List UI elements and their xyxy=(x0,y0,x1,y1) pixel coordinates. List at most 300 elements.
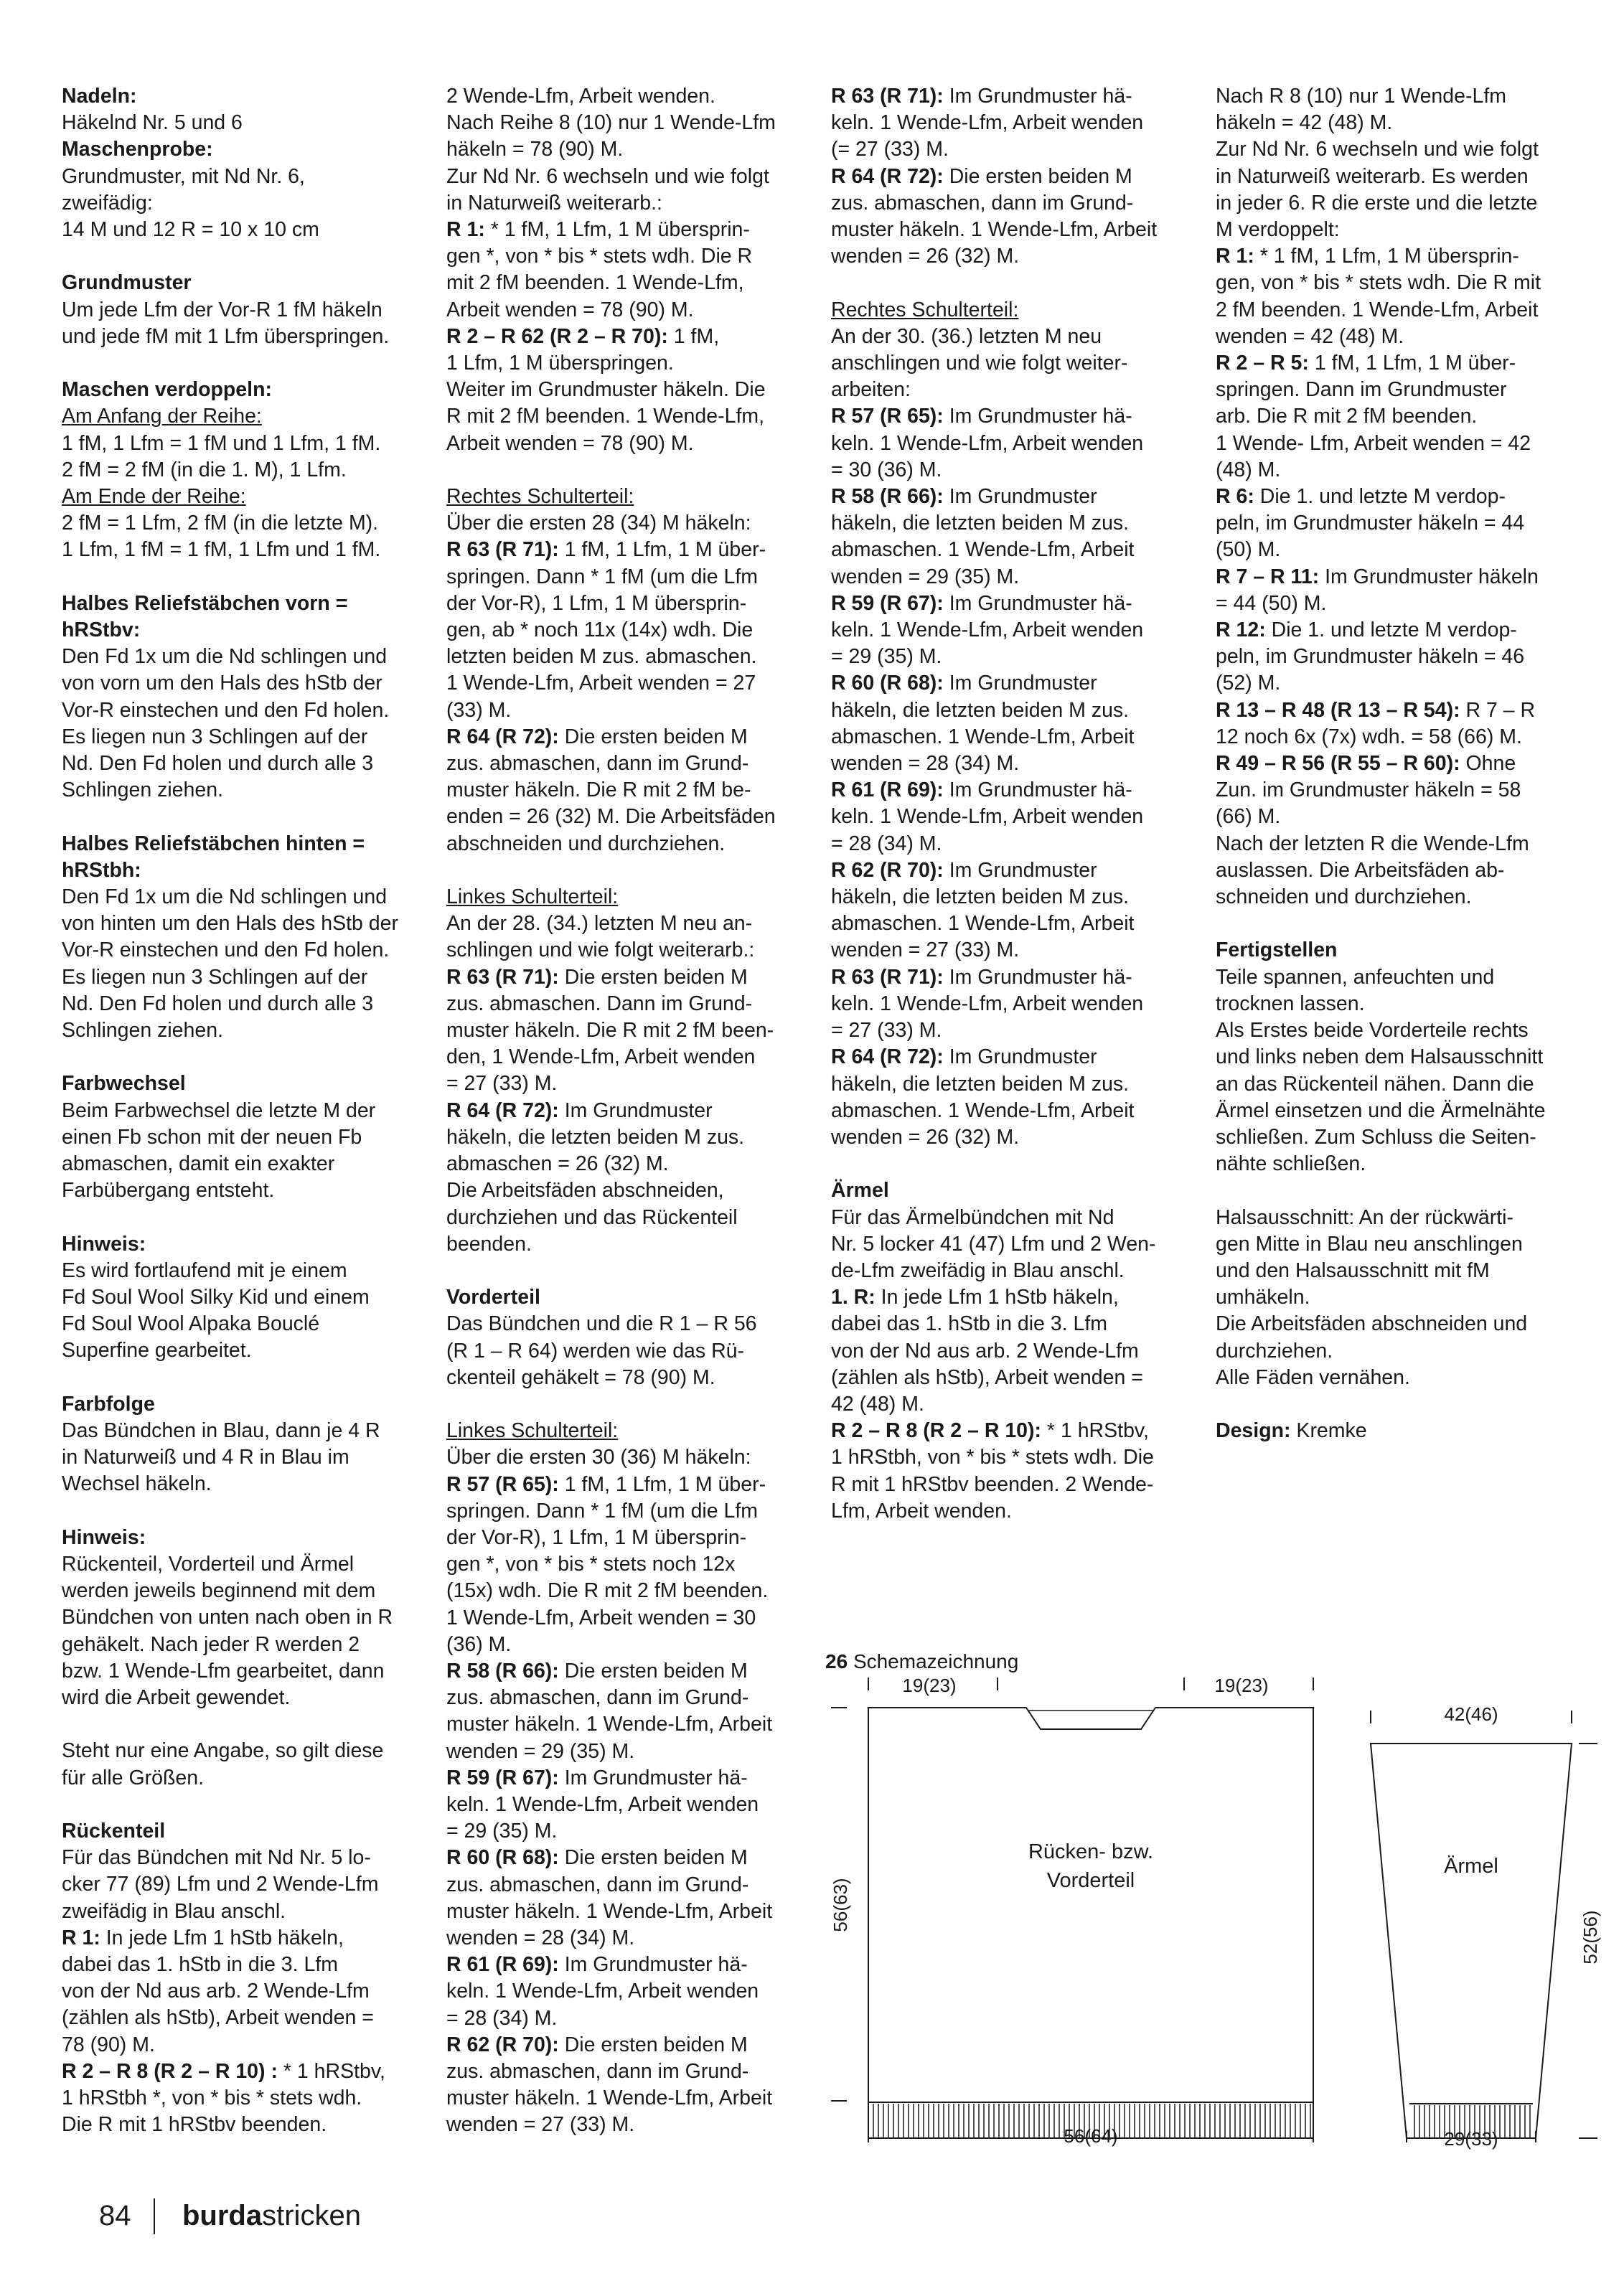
paragraph xyxy=(446,884,798,1258)
text-segment: von der Nd aus arb. 2 Wende-Lfm xyxy=(831,1339,1139,1363)
text-segment: Für das Ärmelbündchen mit Nd xyxy=(831,1205,1114,1229)
text-segment: * 1 hRStbv, xyxy=(277,2059,385,2083)
text-line xyxy=(446,1498,798,1525)
text-line xyxy=(831,1284,1183,1311)
paragraph xyxy=(62,1525,413,1711)
text-line xyxy=(831,751,1183,777)
paragraph xyxy=(62,83,413,243)
text-segment: Es liegen nun 3 Schlingen auf der xyxy=(62,965,368,989)
sleeve-bottom-width: 29(33) xyxy=(1444,2128,1498,2150)
text-line xyxy=(446,110,798,136)
text-segment: Beim Farbwechsel die letzte M der xyxy=(62,1098,376,1122)
text-line xyxy=(446,1739,798,1765)
text-line xyxy=(1216,1071,1567,1098)
text-segment: in jeder 6. R die erste und die letzte xyxy=(1216,191,1538,215)
text-segment: An der 28. (34.) letzten M neu an- xyxy=(446,912,753,936)
text-segment: Wechsel häkeln. xyxy=(62,1472,212,1496)
text-segment: 2 fM = 2 fM (in die 1. M), 1 Lfm. xyxy=(62,458,347,481)
text-line xyxy=(62,617,413,644)
bold-text: R 64 (R 72): xyxy=(831,1045,944,1069)
text-segment: Im Grundmuster hä- xyxy=(943,85,1132,108)
text-segment: dabei das 1. hStb in die 3. Lfm xyxy=(831,1312,1108,1336)
text-line xyxy=(62,270,413,296)
text-segment: zweifädig in Blau anschl. xyxy=(62,1899,286,1923)
text-segment: gen, von * bis * stets wdh. Die R mit xyxy=(1216,271,1541,295)
text-column-2 xyxy=(446,83,798,2165)
text-segment: keln. 1 Wende-Lfm, Arbeit wenden xyxy=(831,111,1144,135)
text-segment: 14 M und 12 R = 10 x 10 cm xyxy=(62,218,319,242)
bold-text: R 62 (R 70): xyxy=(831,858,944,882)
shoulder-left-width: 19(23) xyxy=(902,1675,957,1696)
text-segment: Kremke xyxy=(1290,1419,1367,1443)
text-segment: springen. Dann * 1 fM (um die Lfm xyxy=(446,565,759,588)
text-line xyxy=(831,564,1183,591)
text-line xyxy=(446,591,798,617)
text-segment: = 29 (35) M. xyxy=(446,1820,558,1843)
text-line xyxy=(446,1925,798,1952)
text-line xyxy=(1216,403,1567,430)
text-line xyxy=(62,83,413,110)
text-segment: Die R mit 1 hRStbv beenden. xyxy=(62,2113,327,2137)
diagram-caption: 26 Schemazeichnung xyxy=(825,1650,1019,1672)
text-segment: wenden = 28 (34) M. xyxy=(446,1926,635,1949)
text-segment: Halsausschnitt: An der rückwärti- xyxy=(1216,1205,1513,1229)
text-segment: zus. abmaschen, dann im Grund- xyxy=(446,1873,749,1896)
sleeve-height: 52(56) xyxy=(1580,1910,1601,1965)
body-height: 56(63) xyxy=(830,1878,851,1932)
text-line xyxy=(446,2085,798,2112)
text-segment: keln. 1 Wende-Lfm, Arbeit wenden xyxy=(831,992,1144,1015)
text-line xyxy=(446,964,798,991)
paragraph xyxy=(62,1071,413,1204)
bold-text: R 63 (R 71): xyxy=(446,965,559,989)
text-line xyxy=(446,1338,798,1365)
text-segment: An der 30. (36.) letzten M neu xyxy=(831,324,1102,348)
text-line xyxy=(62,777,413,804)
text-segment: = 28 (34) M. xyxy=(831,832,942,855)
text-segment: häkeln, die letzten beiden M zus. xyxy=(831,698,1130,722)
text-line xyxy=(62,430,413,457)
body-label-line2: Vorderteil xyxy=(1046,1869,1135,1892)
text-line xyxy=(1216,1124,1567,1151)
text-segment: muster häkeln. 1 Wende-Lfm, Arbeit xyxy=(446,2086,773,2110)
text-segment: der Vor-R), 1 Lfm, 1 M übersprin- xyxy=(446,591,747,615)
text-line xyxy=(62,1952,413,1978)
text-segment: keln. 1 Wende-Lfm, Arbeit wenden xyxy=(446,1980,759,2003)
text-line xyxy=(62,1685,413,1711)
text-line xyxy=(1216,1044,1567,1071)
text-line xyxy=(446,804,798,830)
text-line xyxy=(62,991,413,1017)
text-segment: (= 27 (33) M. xyxy=(831,138,949,161)
text-line xyxy=(62,324,413,350)
text-segment: Das Bündchen in Blau, dann je 4 R xyxy=(62,1419,380,1443)
text-line xyxy=(1216,83,1567,110)
text-segment: wenden = 42 (48) M. xyxy=(1216,324,1404,348)
text-segment: Zur Nd Nr. 6 wechseln und wie folgt xyxy=(1216,138,1539,161)
text-segment: 1 Lfm, 1 fM = 1 fM, 1 Lfm und 1 fM. xyxy=(62,538,381,562)
text-line xyxy=(1216,217,1567,243)
text-segment: letzten beiden M zus. abmaschen. xyxy=(446,645,757,669)
text-segment: an das Rückenteil nähen. Dann die xyxy=(1216,1072,1534,1096)
text-line xyxy=(831,510,1183,537)
text-segment: Farbübergang entsteht. xyxy=(62,1179,275,1203)
text-line xyxy=(446,377,798,403)
bold-text: R 61 (R 69): xyxy=(831,778,944,802)
text-segment: Schlingen ziehen. xyxy=(62,1019,223,1043)
text-segment: zweifädig: xyxy=(62,191,153,215)
text-segment: häkeln = 78 (90) M. xyxy=(446,138,624,161)
body-dimension-ticks xyxy=(831,1678,1313,2142)
text-line xyxy=(831,1498,1183,1525)
bold-text: R 13 – R 48 (R 13 – R 54): xyxy=(1216,698,1460,722)
text-segment: abmaschen. 1 Wende-Lfm, Arbeit xyxy=(831,912,1135,936)
text-segment: Zun. im Grundmuster häkeln = 58 xyxy=(1216,778,1521,802)
text-segment: häkeln = 42 (48) M. xyxy=(1216,111,1393,135)
text-segment: Im Grundmuster häkeln xyxy=(1319,565,1539,588)
text-segment: Rückenteil, Vorderteil und Ärmel xyxy=(62,1553,355,1576)
text-line xyxy=(831,1365,1183,1391)
text-segment: anschlingen und wie folgt weiter- xyxy=(831,352,1128,375)
text-line xyxy=(62,1284,413,1311)
text-segment: In jede Lfm 1 hStb häkeln, xyxy=(875,1286,1119,1309)
text-line xyxy=(446,1151,798,1177)
paragraph xyxy=(1216,1205,1567,1391)
text-column-3 xyxy=(831,83,1183,1551)
magazine-logo xyxy=(182,2196,361,2236)
bold-text: Vorderteil xyxy=(446,1286,540,1309)
text-segment: keln. 1 Wende-Lfm, Arbeit wenden xyxy=(446,1792,759,1816)
text-line xyxy=(446,1551,798,1578)
text-line xyxy=(831,1071,1183,1098)
text-line xyxy=(831,1124,1183,1151)
text-line xyxy=(446,2059,798,2085)
text-line xyxy=(446,243,798,270)
text-segment: häkeln, die letzten beiden M zus. xyxy=(446,1125,745,1149)
text-segment: wenden = 27 (33) M. xyxy=(446,2113,635,2137)
text-segment: = 27 (33) M. xyxy=(446,1072,558,1096)
text-line xyxy=(1216,270,1567,296)
bold-text: R 1: xyxy=(62,1926,100,1949)
text-line xyxy=(831,697,1183,724)
text-line xyxy=(446,1472,798,1498)
text-line xyxy=(831,1017,1183,1044)
text-column-1 xyxy=(62,83,413,2165)
text-segment: springen. Dann im Grundmuster xyxy=(1216,378,1507,402)
paragraph xyxy=(62,270,413,350)
text-segment: Den Fd 1x um die Nd schlingen und xyxy=(62,645,388,669)
bold-text: Farbwechsel xyxy=(62,1072,186,1096)
text-line xyxy=(62,857,413,884)
shoulder-right-width: 19(23) xyxy=(1214,1675,1269,1696)
text-line xyxy=(446,1205,798,1231)
paragraph xyxy=(62,1231,413,1365)
bold-text: R 61 (R 69): xyxy=(446,1953,559,1977)
bold-text: R 64 (R 72): xyxy=(446,1098,559,1122)
text-segment: 42 (48) M. xyxy=(831,1392,924,1416)
text-segment: 1 Lfm, 1 M überspringen. xyxy=(446,352,674,375)
text-line xyxy=(446,83,798,110)
bold-text: R 57 (R 65): xyxy=(831,405,944,428)
text-line xyxy=(831,1391,1183,1418)
text-line xyxy=(446,270,798,296)
text-line xyxy=(831,403,1183,430)
text-line xyxy=(62,190,413,217)
text-line xyxy=(446,670,798,697)
text-line xyxy=(446,911,798,937)
text-line xyxy=(62,1525,413,1551)
text-line xyxy=(62,1418,413,1444)
text-line xyxy=(1216,1258,1567,1284)
paragraph xyxy=(831,297,1183,1152)
text-line xyxy=(446,2005,798,2032)
text-line xyxy=(446,991,798,1017)
text-segment: Fd Soul Wool Alpaka Bouclé xyxy=(62,1312,320,1336)
text-line xyxy=(62,2112,413,2138)
text-line xyxy=(62,884,413,911)
text-line xyxy=(62,1871,413,1898)
text-segment: Es wird fortlaufend mit je einem xyxy=(62,1258,347,1282)
text-segment: 12 noch 6x (7x) wdh. = 58 (66) M. xyxy=(1216,725,1522,748)
text-line xyxy=(446,777,798,804)
text-segment: keln. 1 Wende-Lfm, Arbeit wenden xyxy=(831,431,1144,455)
text-line xyxy=(446,1632,798,1658)
text-line xyxy=(1216,857,1567,884)
paragraph xyxy=(62,831,413,1045)
text-line xyxy=(446,1818,798,1845)
text-line xyxy=(62,136,413,163)
text-segment: zus. abmaschen, dann im Grund- xyxy=(446,2059,749,2083)
text-line xyxy=(62,110,413,136)
text-segment: Arbeit wenden = 78 (90) M. xyxy=(446,298,694,321)
text-line xyxy=(62,670,413,697)
text-segment: und links neben dem Halsausschnitt xyxy=(1216,1045,1544,1069)
bold-text: Grundmuster xyxy=(62,271,192,295)
text-line xyxy=(831,243,1183,270)
text-segment: Im Grundmuster xyxy=(943,485,1097,509)
text-segment: Das Bündchen und die R 1 – R 56 xyxy=(446,1312,757,1336)
text-segment: gen, ab * noch 11x (14x) wdh. Die xyxy=(446,618,754,642)
bold-text: Nadeln: xyxy=(62,85,137,108)
text-line xyxy=(1216,136,1567,163)
text-line xyxy=(831,190,1183,217)
text-line xyxy=(446,403,798,430)
text-line xyxy=(62,457,413,484)
bold-text: Ärmel xyxy=(831,1179,889,1203)
text-line xyxy=(1216,617,1567,644)
text-segment: peln, im Grundmuster häkeln = 44 xyxy=(1216,512,1525,535)
text-line xyxy=(62,537,413,563)
text-segment: gen *, von * bis * stets noch 12x xyxy=(446,1553,736,1576)
bold-text: R 63 (R 71): xyxy=(831,85,944,108)
text-line xyxy=(1216,1205,1567,1231)
text-segment: 2 fM = 1 Lfm, 2 fM (in die letzte M). xyxy=(62,512,379,535)
text-segment: = 30 (36) M. xyxy=(831,458,942,481)
text-line xyxy=(831,1472,1183,1498)
bold-text: Halbes Reliefstäbchen vorn = xyxy=(62,591,348,615)
text-line xyxy=(831,991,1183,1017)
bold-text: R 58 (R 66): xyxy=(831,485,944,509)
text-line xyxy=(446,564,798,591)
text-segment: Grundmuster, mit Nd Nr. 6, xyxy=(62,164,305,188)
sleeve-piece xyxy=(1371,1744,1572,2138)
text-line xyxy=(446,324,798,350)
text-line xyxy=(62,1311,413,1337)
text-segment: (33) M. xyxy=(446,698,512,722)
text-segment: Die ersten beiden M xyxy=(558,2033,748,2056)
text-line xyxy=(446,831,798,857)
text-line xyxy=(446,1177,798,1204)
text-line xyxy=(62,1899,413,1925)
text-line xyxy=(1216,697,1567,724)
text-segment: Für das Bündchen mit Nd Nr. 5 lo- xyxy=(62,1846,371,1870)
text-segment: zus. abmaschen. Dann im Grund- xyxy=(446,992,753,1015)
text-line xyxy=(1216,1311,1567,1337)
text-segment: trocknen lassen. xyxy=(1216,992,1365,1015)
text-segment: arb. Die R mit 2 fM beenden. xyxy=(1216,405,1478,428)
text-segment: abmaschen. 1 Wende-Lfm, Arbeit xyxy=(831,1098,1135,1122)
text-line xyxy=(831,1205,1183,1231)
text-line xyxy=(446,1899,798,1925)
text-line xyxy=(446,1124,798,1151)
text-line xyxy=(446,1525,798,1551)
paragraph xyxy=(446,484,798,857)
bold-text: R 12: xyxy=(1216,618,1266,642)
paragraph xyxy=(1216,83,1567,911)
logo-regular-part: stricken xyxy=(262,2200,361,2231)
text-segment: Fd Soul Wool Silky Kid und einem xyxy=(62,1286,370,1309)
bold-text: Farbfolge xyxy=(62,1392,155,1416)
text-line xyxy=(1216,670,1567,697)
text-line xyxy=(62,1337,413,1364)
underlined-heading: Linkes Schulterteil: xyxy=(446,885,619,909)
text-line xyxy=(62,831,413,857)
text-segment: keln. 1 Wende-Lfm, Arbeit wenden xyxy=(831,618,1144,642)
text-segment: R mit 1 hRStbv beenden. 2 Wende- xyxy=(831,1472,1154,1496)
text-segment: muster häkeln. 1 Wende-Lfm, Arbeit xyxy=(446,1899,773,1923)
text-line xyxy=(446,2032,798,2059)
text-line xyxy=(1216,1338,1567,1365)
text-segment: muster häkeln. 1 Wende-Lfm, Arbeit xyxy=(446,1713,773,1736)
bold-text: Maschen verdoppeln: xyxy=(62,378,272,402)
text-line xyxy=(1216,1017,1567,1044)
text-line xyxy=(62,937,413,964)
body-piece xyxy=(868,1708,1313,2138)
paragraph xyxy=(62,591,413,804)
text-segment: springen. Dann * 1 fM (um die Lfm xyxy=(446,1499,759,1523)
text-line xyxy=(62,1471,413,1497)
bold-text: Design: xyxy=(1216,1419,1291,1443)
text-line xyxy=(62,1017,413,1044)
text-line xyxy=(62,1177,413,1204)
text-line xyxy=(446,1658,798,1685)
underlined-heading: Linkes Schulterteil: xyxy=(446,1419,619,1443)
bold-text: R 2 – R 62 (R 2 – R 70): xyxy=(446,324,668,348)
paragraph xyxy=(62,1391,413,1498)
text-segment: zus. abmaschen, dann im Grund- xyxy=(446,752,749,776)
text-line xyxy=(446,724,798,751)
text-line xyxy=(1216,243,1567,270)
text-line xyxy=(446,1231,798,1258)
text-line xyxy=(1216,777,1567,804)
text-line xyxy=(1216,190,1567,217)
text-segment: M verdoppelt: xyxy=(1216,218,1340,242)
text-segment: (zählen als hStb), Arbeit wenden = xyxy=(831,1365,1143,1389)
text-line xyxy=(446,297,798,324)
text-segment: Über die ersten 28 (34) M häkeln: xyxy=(446,512,751,535)
text-segment: Im Grundmuster hä- xyxy=(558,1766,748,1789)
text-segment: von hinten um den Hals des hStb der xyxy=(62,912,398,936)
text-line xyxy=(1216,430,1567,457)
paragraph xyxy=(1216,1418,1567,1444)
text-segment: (52) M. xyxy=(1216,672,1281,695)
text-line xyxy=(831,136,1183,163)
text-segment: Über die ersten 30 (36) M häkeln: xyxy=(446,1446,751,1469)
text-line xyxy=(446,751,798,777)
text-segment: Die 1. und letzte M verdop- xyxy=(1254,485,1506,509)
text-segment: abschneiden und durchziehen. xyxy=(446,832,726,855)
text-segment: wenden = 26 (32) M. xyxy=(831,1125,1020,1149)
text-segment: enden = 26 (32) M. Die Arbeitsfäden xyxy=(446,805,776,829)
text-segment: 1 Wende-Lfm, Arbeit wenden = 27 xyxy=(446,672,756,695)
text-line xyxy=(831,217,1183,243)
text-line xyxy=(446,1872,798,1899)
paragraph xyxy=(446,1418,798,2138)
text-line xyxy=(62,1578,413,1604)
body-width: 56(64) xyxy=(1064,2125,1118,2147)
bold-text: R 60 (R 68): xyxy=(446,1846,559,1870)
bold-text: R 58 (R 66): xyxy=(446,1659,559,1683)
text-segment: peln, im Grundmuster häkeln = 46 xyxy=(1216,645,1525,669)
text-segment: * 1 fM, 1 Lfm, 1 M übersprin- xyxy=(1254,245,1519,268)
text-line xyxy=(62,1604,413,1631)
text-line xyxy=(62,484,413,510)
text-segment: (50) M. xyxy=(1216,538,1281,562)
text-line xyxy=(446,510,798,537)
paragraph xyxy=(831,83,1183,270)
text-line xyxy=(446,1845,798,1871)
text-line xyxy=(831,110,1183,136)
text-line xyxy=(62,2032,413,2059)
text-line xyxy=(831,1418,1183,1444)
text-line xyxy=(446,1792,798,1818)
text-line xyxy=(1216,537,1567,563)
text-column-4 xyxy=(1216,83,1567,1472)
text-segment: 1 Wende- Lfm, Arbeit wenden = 42 xyxy=(1216,431,1531,455)
text-segment: Es liegen nun 3 Schlingen auf der xyxy=(62,725,368,748)
text-line xyxy=(1216,591,1567,617)
text-segment: Zur Nd Nr. 6 wechseln und wie folgt xyxy=(446,164,769,188)
text-segment: abmaschen. 1 Wende-Lfm, Arbeit xyxy=(831,725,1135,748)
text-line xyxy=(1216,1284,1567,1311)
text-segment: (36) M. xyxy=(446,1632,512,1656)
text-line xyxy=(62,1738,413,1764)
text-line xyxy=(62,644,413,670)
text-segment: arbeiten: xyxy=(831,378,911,402)
bold-text: R 59 (R 67): xyxy=(831,591,944,615)
text-segment: zus. abmaschen, dann im Grund- xyxy=(446,1686,749,1710)
text-segment: 2 fM beenden. 1 Wende-Lfm, Arbeit xyxy=(1216,298,1539,321)
text-line xyxy=(831,1338,1183,1365)
text-line xyxy=(446,937,798,964)
bold-text: hRStbv: xyxy=(62,618,141,642)
text-line xyxy=(446,1444,798,1471)
text-line xyxy=(1216,884,1567,911)
text-line xyxy=(831,724,1183,751)
text-line xyxy=(1216,1231,1567,1258)
bold-text: Maschenprobe: xyxy=(62,138,213,161)
text-segment: Im Grundmuster xyxy=(943,1045,1097,1069)
